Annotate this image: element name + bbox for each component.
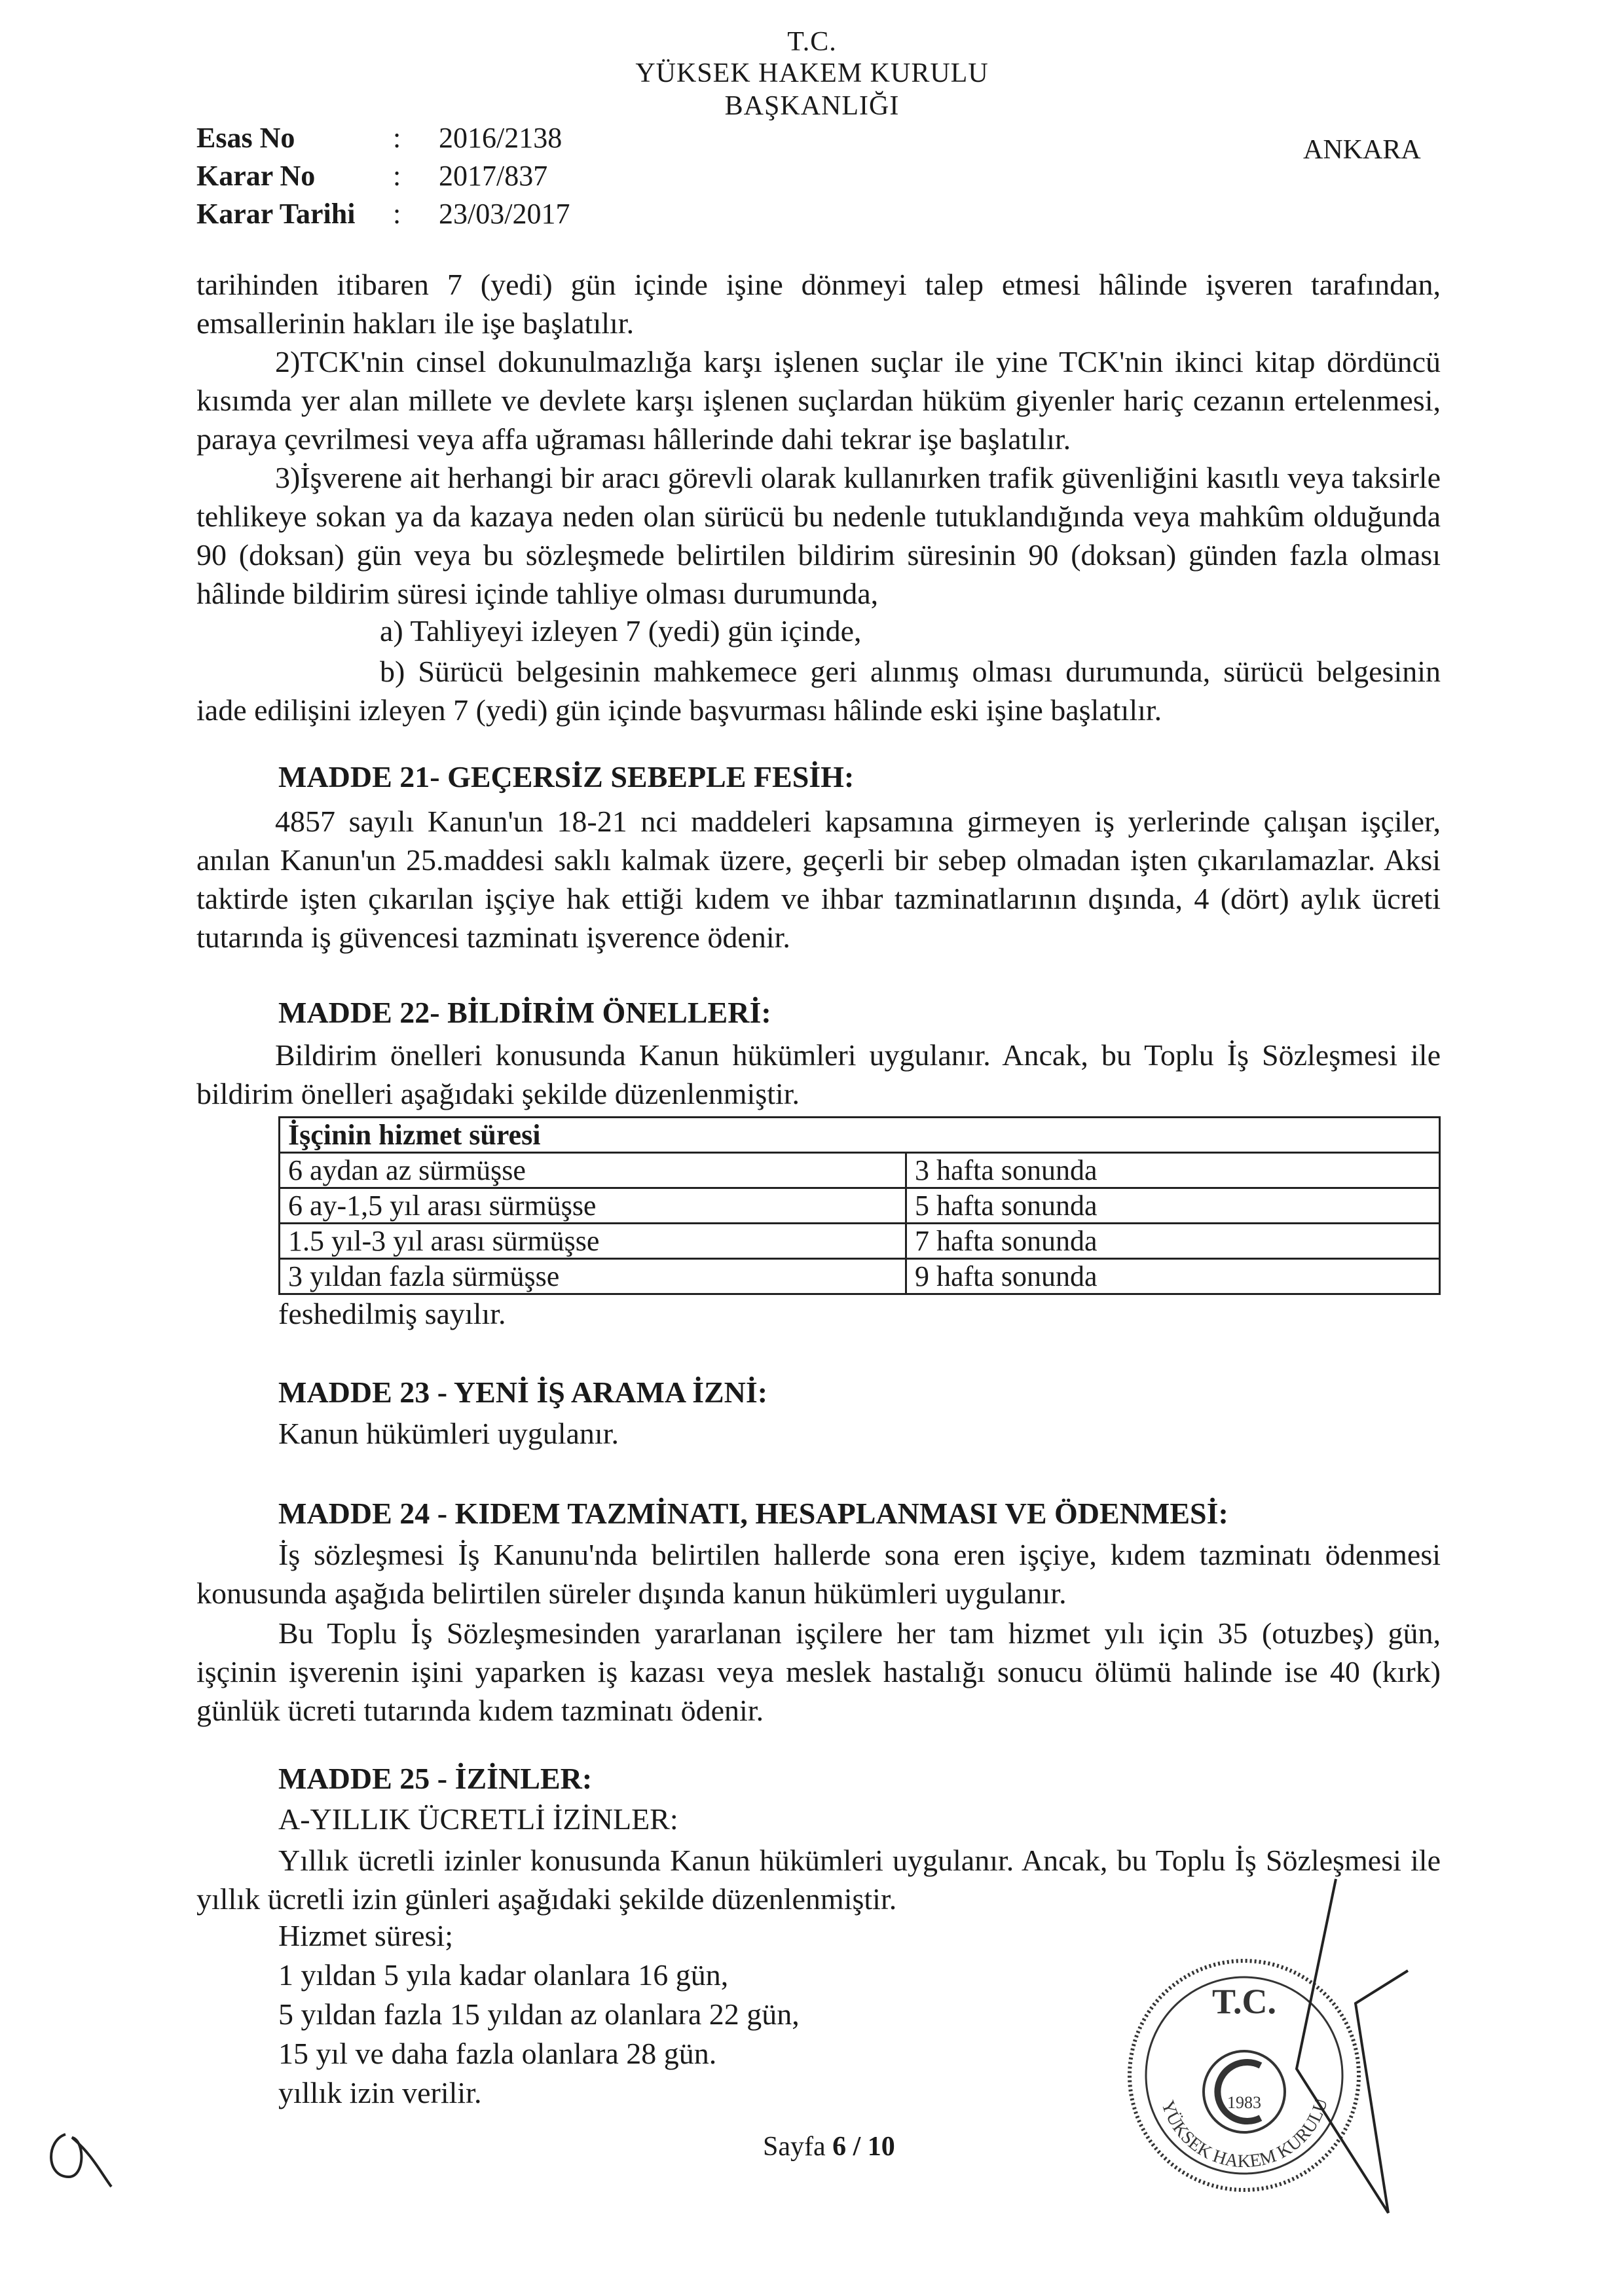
meta-colon: :	[393, 122, 401, 154]
meta-value: 23/03/2017	[439, 198, 570, 230]
madde-25-line: yıllık izin verilir.	[278, 2076, 482, 2109]
madde-21-body: 4857 sayılı Kanun'un 18-21 nci maddeleri kapsamına girmeyen iş yerlerinde çalışan işçiler, anılan Kanun'un 25.maddesi saklı kalmak üzere, geçerli bir sebep olmadan işten çıkarılamazlar. Aksi taktirde işten çıkarılan işçiye hak ettiği kıdem ve ihbar tazminatlarının dışında, 4 (dört) aylık ücreti tutarında iş güvencesi tazminatı işverence ödenir.	[196, 805, 1441, 954]
table-row	[280, 1188, 1440, 1224]
notice-period-table	[278, 1116, 1441, 1295]
madde-23-body: Kanun hükümleri uygulanır.	[278, 1417, 619, 1450]
madde-25-subtitle: A-YILLIK ÜCRETLİ İZİNLER:	[278, 1802, 678, 1836]
signature-icon	[1257, 1872, 1441, 2265]
meta-label: Karar No	[196, 160, 316, 192]
table-cell-period: 1.5 yıl-3 yıl arası sürmüşse	[280, 1224, 906, 1259]
table-cell-period: 3 yıldan fazla sürmüşse	[280, 1259, 906, 1294]
table-cell-notice: 5 hafta sonunda	[906, 1188, 1440, 1224]
page-number: 6 / 10	[832, 2132, 895, 2162]
header-tc: T.C.	[787, 27, 837, 57]
table-row	[280, 1259, 1440, 1294]
paragraph-tck: 2)TCK'nin cinsel dokunulmazlığa karşı işlenen suçlar ile yine TCK'nin ikinci kitap dördüncü kısımda yer alan millete ve devlete karşı işlenen suçlardan hüküm giyenler hariç cezanın ertelenmesi, paraya çevrilmesi veya affa uğraması hâllerinde dahi tekrar işe başlatılır.	[196, 345, 1441, 456]
seal-ring-path: YÜKSEK HAKEM KURULU	[1157, 2096, 1332, 2172]
page-prefix: Sayfa	[763, 2132, 826, 2162]
header-city: ANKARA	[1303, 135, 1421, 165]
madde-25-line: Hizmet süresi;	[278, 1919, 453, 1952]
meta-value: 2016/2138	[439, 122, 563, 154]
page-footer	[763, 2131, 895, 2162]
table-row	[280, 1224, 1440, 1259]
paragraph-continuation: tarihinden itibaren 7 (yedi) gün içinde işine dönmeyi talep etmesi hâlinde işveren tarafından, emsallerinin hakları ile işe başlatılır.	[196, 268, 1441, 340]
madde-25-line: 5 yıldan fazla 15 yıldan az olanlara 22 gün,	[278, 1997, 800, 2031]
paragraph-traffic: 3)İşverene ait herhangi bir aracı görevli olarak kullanırken trafik güvenliğini kasıtlı veya taksirle tehlikeye sokan ya da kazaya neden olan sürücü bu nedenle tutuklandığında veya mahkûm olduğunda 90 (doksan) gün veya bu sözleşmede belirtilen bildirim süresinin 90 (doksan) günden fazla olması hâlinde bildirim süresi içinde tahliye olması durumunda,	[196, 461, 1441, 610]
seal-center-text: T.C.	[1211, 1982, 1277, 2021]
madde-23-title: MADDE 23 - YENİ İŞ ARAMA İZNİ:	[278, 1376, 768, 1409]
madde-24-p2: Bu Toplu İş Sözleşmesinden yararlanan işçilere her tam hizmet yılı için 35 (otuzbeş) gün, işçinin işverenin işini yaparken iş kazası veya meslek hastalığı sonucu ölümü halinde ise 40 (kırk) günlük ücreti tutarında kıdem tazminatı ödenir.	[196, 1616, 1441, 1727]
meta-colon: :	[393, 198, 401, 230]
madde-25-line: 15 yıl ve daha fazla olanlara 28 gün.	[278, 2037, 717, 2070]
table-header-cell: İşçinin hizmet süresi	[280, 1118, 1440, 1153]
seal-year: 1983	[1227, 2093, 1261, 2112]
table-cell-notice: 3 hafta sonunda	[906, 1153, 1440, 1188]
table-cell-notice: 9 hafta sonunda	[906, 1259, 1440, 1294]
table-cell-period: 6 aydan az sürmüşse	[280, 1153, 906, 1188]
madde-21-title: MADDE 21- GEÇERSİZ SEBEPLE FESİH:	[278, 760, 855, 793]
meta-value: 2017/837	[439, 160, 548, 192]
table-row	[280, 1153, 1440, 1188]
madde-24-title: MADDE 24 - KIDEM TAZMİNATI, HESAPLANMASI VE ÖDENMESİ:	[278, 1497, 1228, 1530]
initials-icon	[39, 2115, 118, 2193]
table-cell-notice: 7 hafta sonunda	[906, 1224, 1440, 1259]
madde-24-p1: İş sözleşmesi İş Kanunu'nda belirtilen hallerde sona eren işçiye, kıdem tazminatı ödenmesi konusunda aşağıda belirtilen süreler dışında kanun hükümleri uygulanır.	[196, 1538, 1441, 1610]
madde-25-line: 1 yıldan 5 yıla kadar olanlara 16 gün,	[278, 1958, 729, 1992]
header-org-line1: YÜKSEK HAKEM KURULU	[635, 58, 989, 88]
madde-25-body: Yıllık ücretli izinler konusunda Kanun hükümleri uygulanır. Ancak, bu Toplu İş Sözleşmesi ile yıllık ücretli izin günleri aşağıdaki şekilde düzenlenmiştir.	[196, 1844, 1441, 1916]
madde-25-title: MADDE 25 - İZİNLER:	[278, 1762, 593, 1795]
meta-label: Karar Tarihi	[196, 198, 356, 230]
table-cell-period: 6 ay-1,5 yıl arası sürmüşse	[280, 1188, 906, 1224]
paragraph-item-a: a) Tahliyeyi izleyen 7 (yedi) gün içinde,	[380, 614, 862, 647]
meta-label: Esas No	[196, 122, 295, 154]
paragraph-item-b: b) Sürücü belgesinin mahkemece geri alınmış olması durumunda, sürücü belgesinin iade edilişini izleyen 7 (yedi) gün içinde başvurması hâlinde eski işine başlatılır.	[196, 655, 1441, 727]
madde-22-title: MADDE 22- BİLDİRİM ÖNELLERİ:	[278, 996, 771, 1029]
header-org-line2: BAŞKANLIĞI	[724, 91, 900, 121]
meta-colon: :	[393, 160, 401, 192]
madde-22-body: Bildirim önelleri konusunda Kanun hükümleri uygulanır. Ancak, bu Toplu İş Sözleşmesi ile bildirim önelleri aşağıdaki şekilde düzenlenmiştir.	[196, 1038, 1441, 1110]
madde-22-after-table: feshedilmiş sayılır.	[278, 1297, 506, 1330]
table-header-row	[280, 1118, 1440, 1153]
